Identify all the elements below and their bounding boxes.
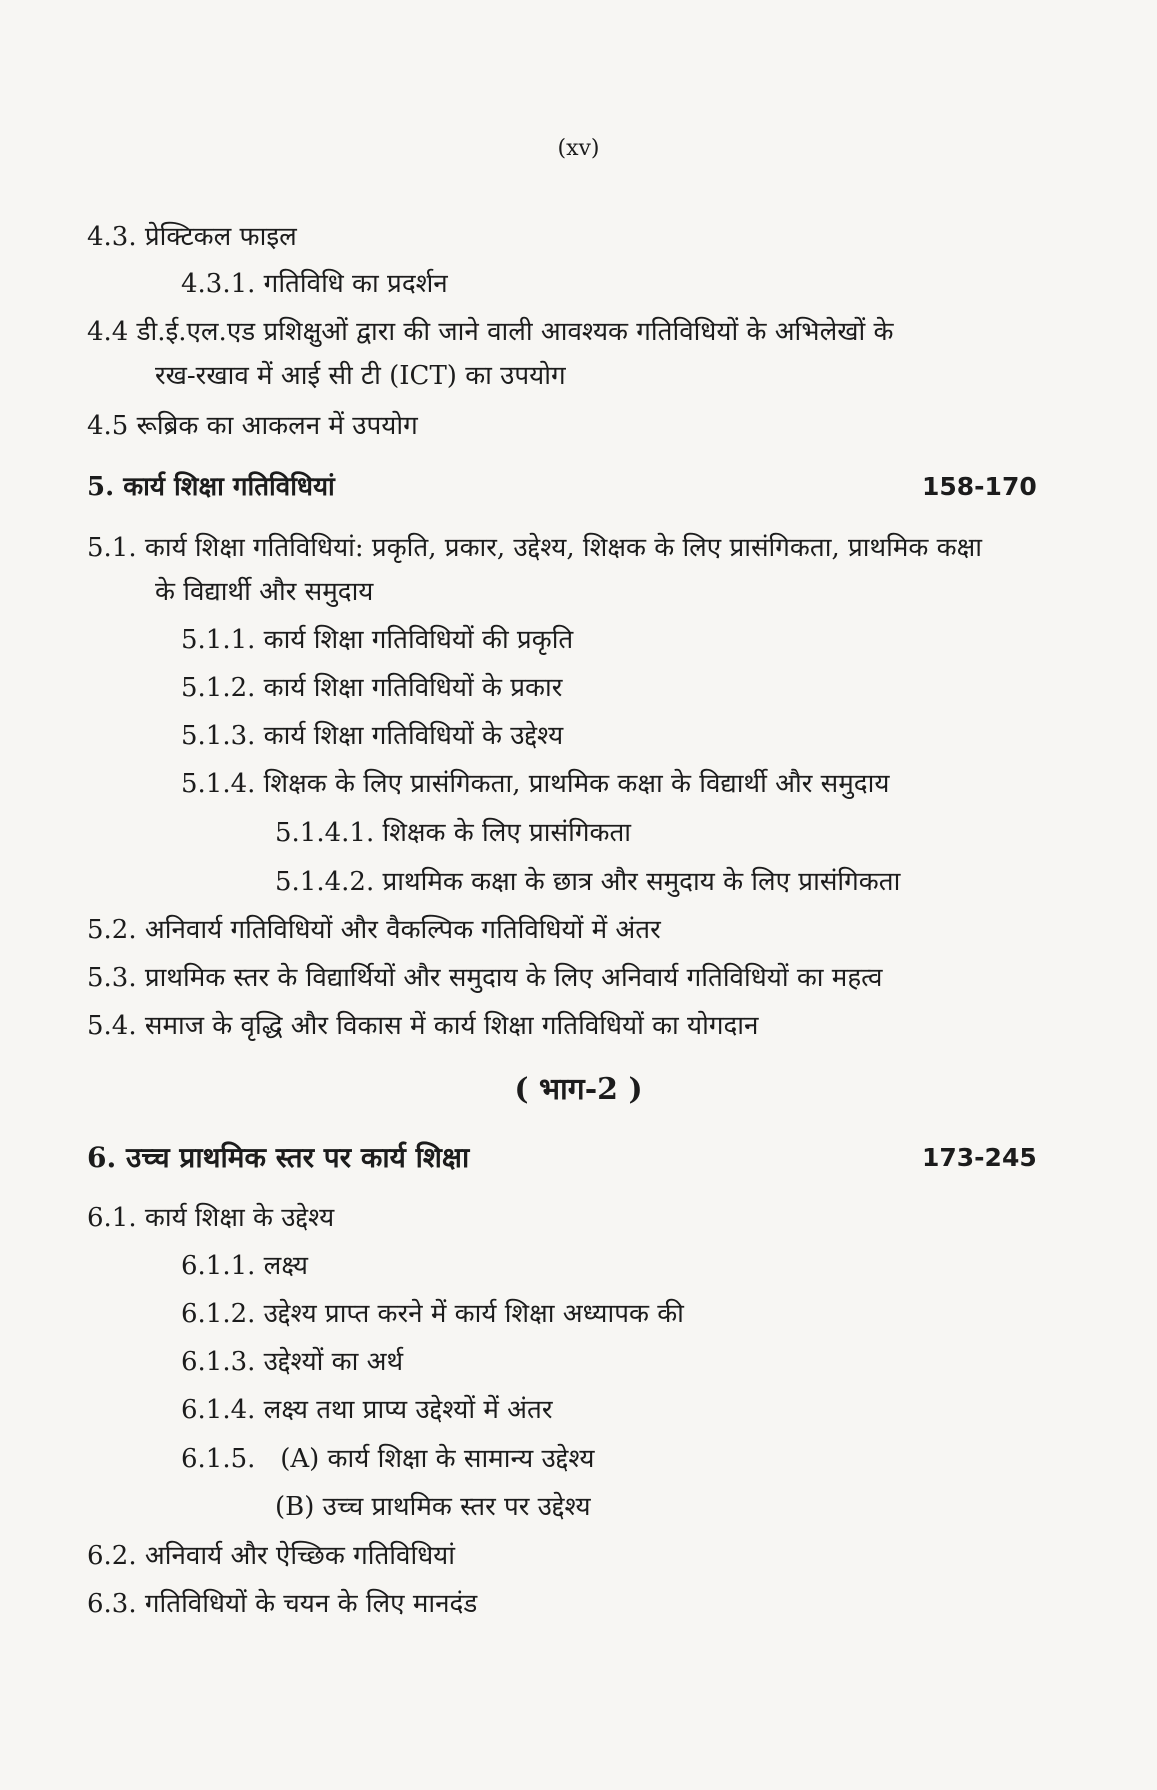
toc-entry-6-1: 6.1. कार्य शिक्षा के उद्देश्य: [87, 1203, 335, 1233]
toc-entry-5-1: 5.1. कार्य शिक्षा गतिविधियां: प्रकृति, प्रकार, उद्देश्य, शिक्षक के लिए प्रासंगिकता, प्राथमिक कक्षा: [87, 533, 982, 563]
part-2-heading: ( भाग-2 ): [514, 1072, 643, 1107]
toc-entry-4-4: 4.4 डी.ई.एल.एड प्रशिक्षुओं द्वारा की जाने वाली आवश्यक गतिविधियों के अभिलेखों के: [87, 317, 894, 347]
toc-entry-5-1-1: 5.1.1. कार्य शिक्षा गतिविधियों की प्रकृति: [181, 625, 574, 655]
toc-entry-6-1-5-a: 6.1.5. (A) कार्य शिक्षा के सामान्य उद्देश्य: [181, 1444, 595, 1474]
toc-entry-6-2: 6.2. अनिवार्य और ऐच्छिक गतिविधियां: [87, 1541, 455, 1571]
toc-entry-4-5: 4.5 रूब्रिक का आकलन में उपयोग: [87, 411, 418, 441]
toc-entry-5-1-cont: के विद्यार्थी और समुदाय: [155, 577, 374, 607]
toc-entry-5-1-4-1: 5.1.4.1. शिक्षक के लिए प्रासंगिकता: [275, 818, 632, 848]
toc-entry-6-1-3: 6.1.3. उद्देश्यों का अर्थ: [181, 1347, 404, 1377]
toc-entry-4-3: 4.3. प्रेक्टिकल फाइल: [87, 222, 297, 252]
toc-entry-5-3: 5.3. प्राथमिक स्तर के विद्यार्थियों और समुदाय के लिए अनिवार्य गतिविधियों का महत्व: [87, 963, 883, 993]
toc-entry-5-4: 5.4. समाज के वृद्धि और विकास में कार्य शिक्षा गतिविधियों का योगदान: [87, 1011, 759, 1041]
toc-entry-5-1-4-2: 5.1.4.2. प्राथमिक कक्षा के छात्र और समुदाय के लिए प्रासंगिकता: [275, 867, 901, 897]
toc-entry-6-1-2: 6.1.2. उद्देश्य प्राप्त करने में कार्य शिक्षा अध्यापक की: [181, 1299, 684, 1329]
page-number: (xv): [557, 136, 600, 161]
toc-entry-6-3: 6.3. गतिविधियों के चयन के लिए मानदंड: [87, 1589, 478, 1619]
toc-entry-6-1-5-b: (B) उच्च प्राथमिक स्तर पर उद्देश्य: [275, 1492, 591, 1522]
chapter-5-pages: 158-170: [922, 472, 1037, 501]
toc-entry-5-1-3: 5.1.3. कार्य शिक्षा गतिविधियों के उद्देश्य: [181, 721, 564, 751]
toc-entry-4-3-1: 4.3.1. गतिविधि का प्रदर्शन: [181, 269, 448, 299]
chapter-6-pages: 173-245: [922, 1143, 1037, 1172]
toc-entry-5-2: 5.2. अनिवार्य गतिविधियों और वैकल्पिक गतिविधियों में अंतर: [87, 915, 661, 945]
toc-entry-4-4-cont: रख-रखाव में आई सी टी (ICT) का उपयोग: [155, 361, 566, 391]
toc-entry-6-1-4: 6.1.4. लक्ष्य तथा प्राप्य उद्देश्यों में अंतर: [181, 1395, 553, 1425]
chapter-6-title: 6. उच्च प्राथमिक स्तर पर कार्य शिक्षा: [87, 1141, 470, 1174]
toc-entry-6-1-1: 6.1.1. लक्ष्य: [181, 1251, 308, 1281]
toc-entry-5-1-4: 5.1.4. शिक्षक के लिए प्रासंगिकता, प्राथमिक कक्षा के विद्यार्थी और समुदाय: [181, 769, 890, 799]
toc-entry-5-1-2: 5.1.2. कार्य शिक्षा गतिविधियों के प्रकार: [181, 673, 563, 703]
chapter-5-title: 5. कार्य शिक्षा गतिविधियां: [87, 472, 335, 502]
